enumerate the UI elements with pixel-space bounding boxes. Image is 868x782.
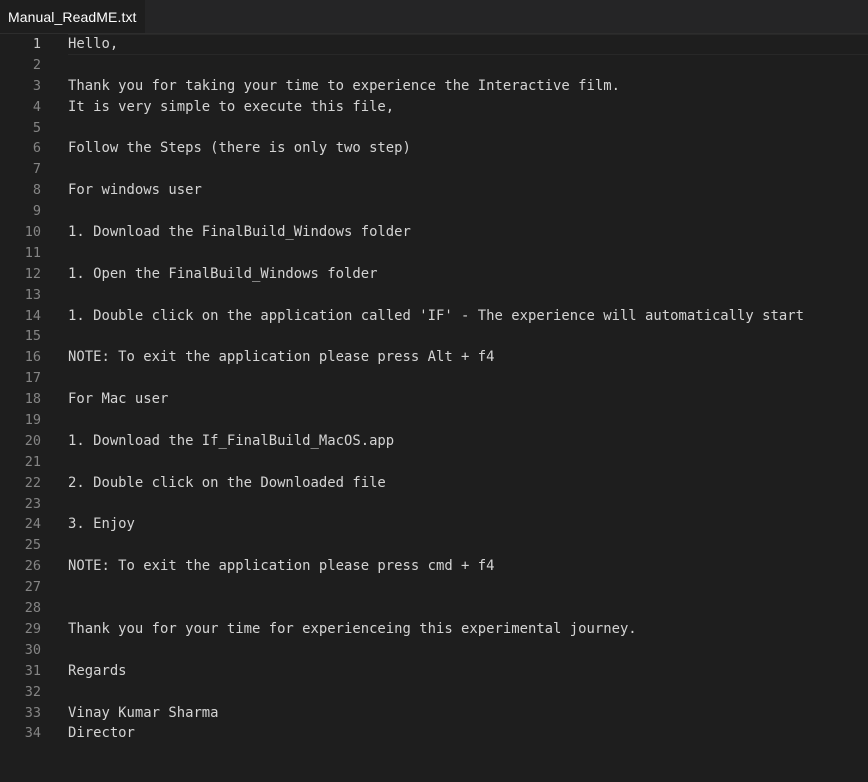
editor-line[interactable] xyxy=(0,201,868,222)
editor-line[interactable] xyxy=(0,619,868,640)
text-editor[interactable] xyxy=(0,34,868,782)
editor-line[interactable] xyxy=(0,243,868,264)
line-text[interactable]: Follow the Steps (there is only two step) xyxy=(68,140,411,157)
editor-line[interactable] xyxy=(0,34,868,55)
editor-line[interactable] xyxy=(0,389,868,410)
line-number: 28 xyxy=(24,600,41,617)
line-text[interactable]: Director xyxy=(68,725,135,742)
line-text[interactable]: Thank you for your time for experienceing this experimental journey. xyxy=(68,620,637,637)
line-number: 26 xyxy=(24,558,41,575)
editor-line[interactable] xyxy=(0,410,868,431)
line-text[interactable]: 1. Double click on the application called 'IF' - The experience will automatically start xyxy=(68,307,804,324)
line-number: 25 xyxy=(24,537,41,554)
editor-line[interactable] xyxy=(0,577,868,598)
line-text[interactable]: 3. Enjoy xyxy=(68,516,135,533)
editor-line[interactable] xyxy=(0,347,868,368)
editor-line[interactable] xyxy=(0,138,868,159)
line-text[interactable]: 1. Download the If_FinalBuild_MacOS.app xyxy=(68,432,395,449)
line-number: 9 xyxy=(32,203,41,220)
line-text[interactable]: Regards xyxy=(68,662,127,679)
line-number: 22 xyxy=(24,474,41,491)
line-number: 2 xyxy=(32,56,41,73)
editor-line[interactable] xyxy=(0,556,868,577)
editor-line[interactable] xyxy=(0,514,868,535)
line-text[interactable]: Hello, xyxy=(68,36,119,52)
editor-line[interactable] xyxy=(0,55,868,76)
line-number: 23 xyxy=(24,495,41,512)
line-number: 21 xyxy=(24,453,41,470)
line-number: 29 xyxy=(24,620,41,637)
line-number: 33 xyxy=(24,704,41,721)
line-number: 12 xyxy=(24,265,41,282)
line-number: 1 xyxy=(32,36,41,52)
line-text[interactable]: 1. Open the FinalBuild_Windows folder xyxy=(68,265,378,282)
editor-line[interactable] xyxy=(0,682,868,703)
file-tab[interactable] xyxy=(0,0,145,33)
line-text[interactable]: NOTE: To exit the application please press cmd + f4 xyxy=(68,558,495,575)
line-number: 8 xyxy=(32,182,41,199)
editor-line[interactable] xyxy=(0,703,868,724)
editor-line[interactable] xyxy=(0,97,868,118)
file-tab-title: Manual_ReadME.txt xyxy=(8,8,137,25)
line-text[interactable]: For windows user xyxy=(68,182,202,199)
line-text[interactable]: Vinay Kumar Sharma xyxy=(68,704,219,721)
editor-line[interactable] xyxy=(0,661,868,682)
editor-line[interactable] xyxy=(0,368,868,389)
line-number: 5 xyxy=(32,119,41,136)
editor-line[interactable] xyxy=(0,76,868,97)
line-number: 31 xyxy=(24,662,41,679)
line-number: 11 xyxy=(24,244,41,261)
line-text[interactable]: For Mac user xyxy=(68,391,169,408)
editor-line[interactable] xyxy=(0,640,868,661)
line-number: 6 xyxy=(32,140,41,157)
line-number: 20 xyxy=(24,432,41,449)
editor-line[interactable] xyxy=(0,723,868,744)
editor-line[interactable] xyxy=(0,494,868,515)
line-number: 13 xyxy=(24,286,41,303)
line-number: 17 xyxy=(24,370,41,387)
line-number: 3 xyxy=(32,77,41,94)
line-number: 16 xyxy=(24,349,41,366)
line-text[interactable]: It is very simple to execute this file, xyxy=(68,98,395,115)
line-number: 34 xyxy=(24,725,41,742)
editor-line[interactable] xyxy=(0,326,868,347)
editor-line[interactable] xyxy=(0,285,868,306)
editor-line[interactable] xyxy=(0,473,868,494)
editor-line[interactable] xyxy=(0,452,868,473)
line-number: 15 xyxy=(24,328,41,345)
editor-line[interactable] xyxy=(0,306,868,327)
editor-line[interactable] xyxy=(0,598,868,619)
line-number: 19 xyxy=(24,412,41,429)
editor-line[interactable] xyxy=(0,159,868,180)
line-number: 4 xyxy=(32,98,41,115)
line-number: 30 xyxy=(24,641,41,658)
line-text[interactable]: Thank you for taking your time to experience the Interactive film. xyxy=(68,77,620,94)
editor-line[interactable] xyxy=(0,431,868,452)
line-text[interactable]: 1. Download the FinalBuild_Windows folder xyxy=(68,224,411,241)
tab-bar xyxy=(0,0,868,34)
line-number: 14 xyxy=(24,307,41,324)
line-number: 32 xyxy=(24,683,41,700)
editor-lines xyxy=(0,34,868,744)
editor-line[interactable] xyxy=(0,264,868,285)
editor-line[interactable] xyxy=(0,222,868,243)
line-text[interactable]: 2. Double click on the Downloaded file xyxy=(68,474,386,491)
line-number: 27 xyxy=(24,579,41,596)
line-number: 7 xyxy=(32,161,41,178)
line-text[interactable]: NOTE: To exit the application please press Alt + f4 xyxy=(68,349,495,366)
editor-line[interactable] xyxy=(0,535,868,556)
line-number: 24 xyxy=(24,516,41,533)
editor-line[interactable] xyxy=(0,118,868,139)
line-number: 10 xyxy=(24,224,41,241)
line-number: 18 xyxy=(24,391,41,408)
editor-line[interactable] xyxy=(0,180,868,201)
